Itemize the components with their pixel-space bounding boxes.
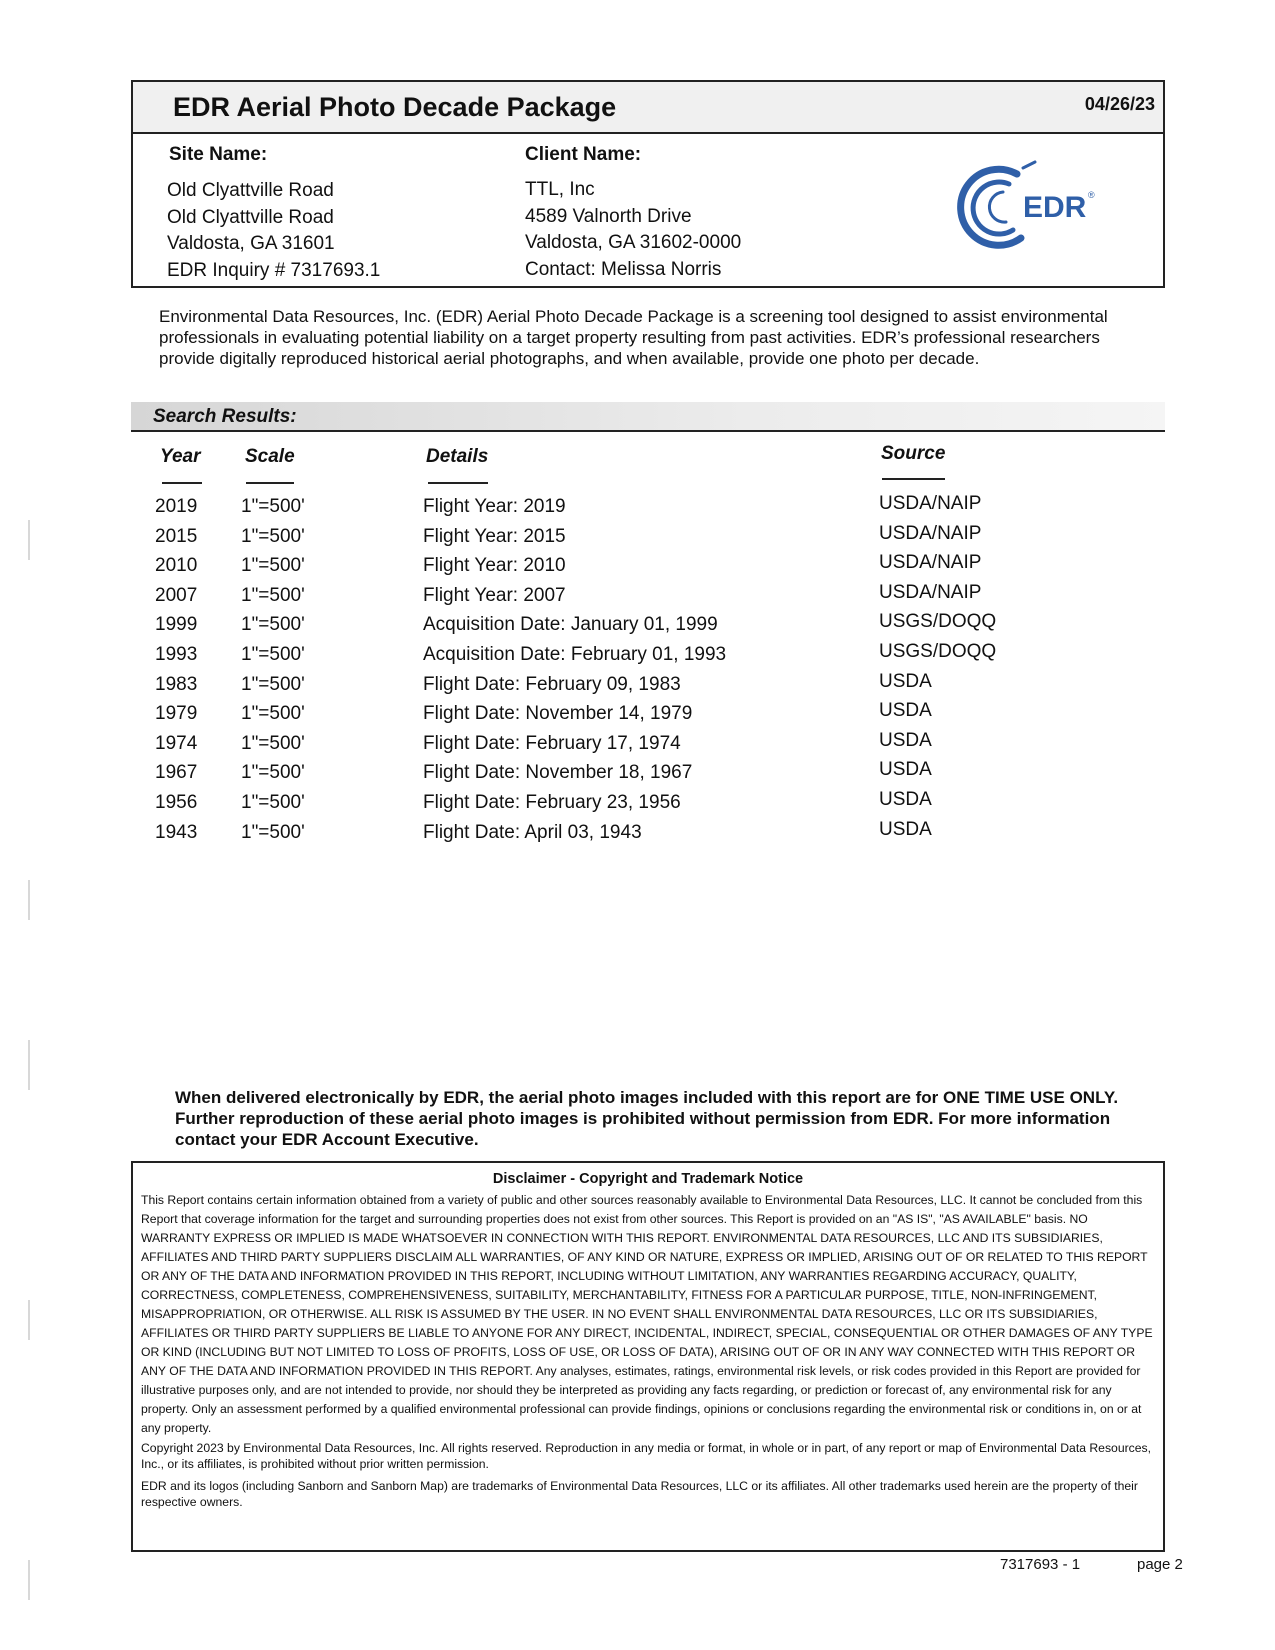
row-scale: 1"=500' — [241, 525, 305, 547]
column-rule-year — [162, 482, 202, 484]
row-scale: 1"=500' — [241, 643, 305, 665]
table-row — [0, 522, 1275, 556]
disclaimer-body: This Report contains certain information obtained from a variety of public and other sources reasonably available to Environmental Data Resources, LLC. It cannot be concluded from this Report that coverage information for the target and surrounding properties does not exist from other sources. This Report is provided on an "AS IS", "AS AVAILABLE" basis. NO WARRANTY EXPRESS OR IMPLIED IS MADE WHATSOEVER IN CONNECTION WITH THIS REPORT. ENVIRONMENTAL DATA RESOURCES, LLC AND ITS SUBSIDIARIES, AFFILIATES AND THIRD PARTY SUPPLIERS DISCLAIM ALL WARRANTIES, OF ANY KIND OR NATURE, EXPRESS OR IMPLIED, ARISING OUT OF OR RELATED TO THIS REPORT OR ANY OF THE DATA AND INFORMATION PROVIDED IN THIS REPORT, INCLUDING WITHOUT LIMITATION, ANY WARRANTIES REGARDING ACCURACY, QUALITY, CORRECTNESS, COMPLETENESS, COMPREHENSIVENESS, SUITABILITY, MERCHANTABILITY, FITNESS FOR A PARTICULAR PURPOSE, TITLE, NON-INFRINGEMENT, MISAPPROPRIATION, OR OTHERWISE. ALL RISK IS ASSUMED BY THE USER. IN NO EVENT SHALL ENVIRONMENTAL DATA RESOURCES, LLC OR ITS SUBSIDIARIES, AFFILIATES OR THIRD PARTY SUPPLIERS BE LIABLE TO ANYONE FOR ANY DIRECT, INCIDENTAL, INDIRECT, SPECIAL, CONSEQUENTIAL OR OTHER DAMAGES OF ANY TYPE OR KIND (INCLUDING BUT NOT LIMITED TO LOSS OF PROFITS, LOSS OF USE, OR LOSS OF DATA), ARISING OUT OF OR IN ANY WAY CONNECTED WITH THIS REPORT OR ANY OF THE DATA AND INFORMATION PROVIDED IN THIS REPORT. Any analyses, estimates, ratings, environmental risk levels, or risk codes provided in this Report are provided for illustrative purposes only, and are not intended to provide, nor should they be interpreted as providing any facts regarding, or prediction or forecast of, any environmental risk for any property. Only an assessment performed by a qualified environmental professional can provide findings, opinions or conclusions regarding the environmental risk or conditions in, on or at any property. — [141, 1193, 1153, 1435]
column-rule-source — [882, 478, 945, 480]
row-year: 1979 — [155, 703, 198, 725]
row-details: Flight Date: February 17, 1974 — [423, 732, 681, 754]
footer-inquiry-number: 7317693 - 1 — [1000, 1556, 1081, 1573]
column-header-year: Year — [160, 446, 201, 467]
row-source: USDA/NAIP — [879, 552, 982, 574]
row-source: USDA/NAIP — [879, 522, 982, 544]
row-year: 1983 — [155, 673, 198, 695]
row-year: 1993 — [155, 643, 198, 665]
row-year: 2007 — [155, 584, 198, 606]
report-date: 04/26/23 — [1084, 94, 1155, 114]
search-results-title: Search Results: — [153, 406, 297, 427]
logo-registered-mark: ® — [1088, 190, 1095, 200]
row-details: Flight Year: 2007 — [423, 584, 566, 606]
table-row — [0, 670, 1275, 704]
edr-logo — [949, 160, 1119, 250]
row-scale: 1"=500' — [241, 673, 305, 695]
client-line: Valdosta, GA 31602-0000 — [525, 232, 742, 253]
row-scale: 1"=500' — [241, 584, 305, 606]
document-title: EDR Aerial Photo Decade Package — [173, 92, 617, 122]
row-year: 1956 — [155, 791, 198, 813]
row-source: USDA — [879, 818, 932, 840]
trademark-notice: EDR and its logos (including Sanborn and Sanborn Map) are trademarks of Environmental Data Resources, LLC or its affiliates. All other trademarks used herein are the property of their respective owners. — [141, 1479, 1138, 1509]
copyright-notice: Copyright 2023 by Environmental Data Resources, Inc. All rights reserved. Reproduction in any media or format, in whole or in part, of any report or map of Environmental Data Resources, Inc., or its affiliates, is prohibited without prior written permission. — [141, 1441, 1152, 1471]
row-scale: 1"=500' — [241, 555, 305, 577]
column-header-scale: Scale — [245, 446, 295, 467]
client-line: TTL, Inc — [525, 179, 595, 200]
row-source: USDA/NAIP — [879, 493, 982, 514]
row-details: Acquisition Date: February 01, 1993 — [423, 643, 727, 665]
row-source: USDA — [879, 729, 932, 751]
site-address — [167, 178, 380, 284]
row-year: 2019 — [155, 496, 198, 517]
results-table — [0, 493, 1275, 851]
site-line: Old Clyattville Road — [167, 206, 334, 228]
row-scale: 1"=500' — [241, 732, 305, 754]
disclaimer-title: Disclaimer - Copyright and Trademark Notice — [492, 1171, 804, 1187]
table-row — [0, 611, 1275, 644]
site-line: Old Clyattville Road — [167, 180, 334, 201]
row-scale: 1"=500' — [241, 762, 305, 784]
row-year: 2010 — [155, 555, 198, 577]
row-details: Acquisition Date: January 01, 1999 — [423, 614, 718, 636]
row-scale: 1"=500' — [241, 821, 305, 843]
row-source: USDA — [879, 700, 932, 722]
row-details: Flight Year: 2010 — [423, 555, 566, 577]
one-time-use-notice: When delivered electronically by EDR, the aerial photo images included with this report are for ONE TIME USE ONLY. Further reproduction of these aerial photo images is prohibited without permission from EDR. For more information contact your EDR Account Executive. — [175, 1088, 1119, 1149]
row-source: USDA — [879, 759, 932, 781]
header-box — [131, 80, 1165, 288]
row-source: USGS/DOQQ — [879, 640, 997, 662]
table-row — [0, 818, 1275, 852]
column-rule-details — [428, 482, 488, 484]
column-rule-scale — [246, 482, 294, 484]
row-year: 2015 — [155, 525, 198, 547]
column-header-details: Details — [426, 446, 489, 467]
client-contact: Contact: Melissa Norris — [525, 258, 722, 280]
disclaimer-box — [131, 1161, 1165, 1552]
row-source: USDA — [879, 670, 932, 692]
row-details: Flight Date: November 18, 1967 — [423, 762, 693, 784]
logo-text: EDR — [1023, 191, 1087, 224]
row-year: 1943 — [155, 821, 198, 843]
row-year: 1999 — [155, 614, 198, 636]
search-results-bar — [131, 402, 1165, 432]
row-year: 1974 — [155, 732, 198, 754]
table-row — [0, 700, 1275, 733]
row-details: Flight Year: 2019 — [423, 496, 566, 517]
row-source: USGS/DOQQ — [879, 611, 997, 633]
scan-artifact — [28, 1300, 30, 1340]
row-details: Flight Date: April 03, 1943 — [423, 821, 642, 843]
row-source: USDA/NAIP — [879, 581, 982, 603]
scan-artifact — [28, 1560, 30, 1600]
column-header-source: Source — [881, 443, 946, 464]
row-scale: 1"=500' — [241, 703, 305, 725]
table-row — [0, 759, 1275, 792]
row-scale: 1"=500' — [241, 791, 305, 813]
title-bar — [133, 82, 1163, 134]
page-number: page 2 — [1137, 1556, 1183, 1573]
row-details: Flight Date: February 09, 1983 — [423, 673, 681, 695]
table-row — [0, 493, 1275, 526]
table-row — [0, 581, 1275, 615]
table-row — [0, 788, 1275, 822]
scan-artifact — [28, 1040, 30, 1090]
table-row — [0, 640, 1275, 674]
row-details: Flight Date: February 23, 1956 — [423, 791, 681, 813]
client-line: 4589 Valnorth Drive — [525, 205, 692, 227]
row-details: Flight Date: November 14, 1979 — [423, 703, 693, 725]
row-details: Flight Year: 2015 — [423, 525, 566, 547]
row-source: USDA — [879, 788, 932, 810]
site-name-label: Site Name: — [169, 144, 268, 165]
table-row — [0, 729, 1275, 763]
scan-artifact — [28, 880, 30, 920]
client-name-label: Client Name: — [525, 144, 642, 165]
row-year: 1967 — [155, 762, 198, 784]
row-scale: 1"=500' — [241, 614, 305, 636]
client-address — [525, 177, 741, 283]
table-row — [0, 552, 1275, 585]
site-line: Valdosta, GA 31601 — [167, 233, 335, 254]
site-inquiry: EDR Inquiry # 7317693.1 — [167, 259, 381, 281]
row-scale: 1"=500' — [241, 496, 305, 517]
intro-paragraph: Environmental Data Resources, Inc. (EDR) Aerial Photo Decade Package is a screening tool designed to assist environmental professionals in evaluating potential liability on a target property resulting from past activities. EDR’s professional researchers provide digitally reproduced historical aerial photographs, and when available, provide one photo per decade. — [159, 307, 1108, 368]
